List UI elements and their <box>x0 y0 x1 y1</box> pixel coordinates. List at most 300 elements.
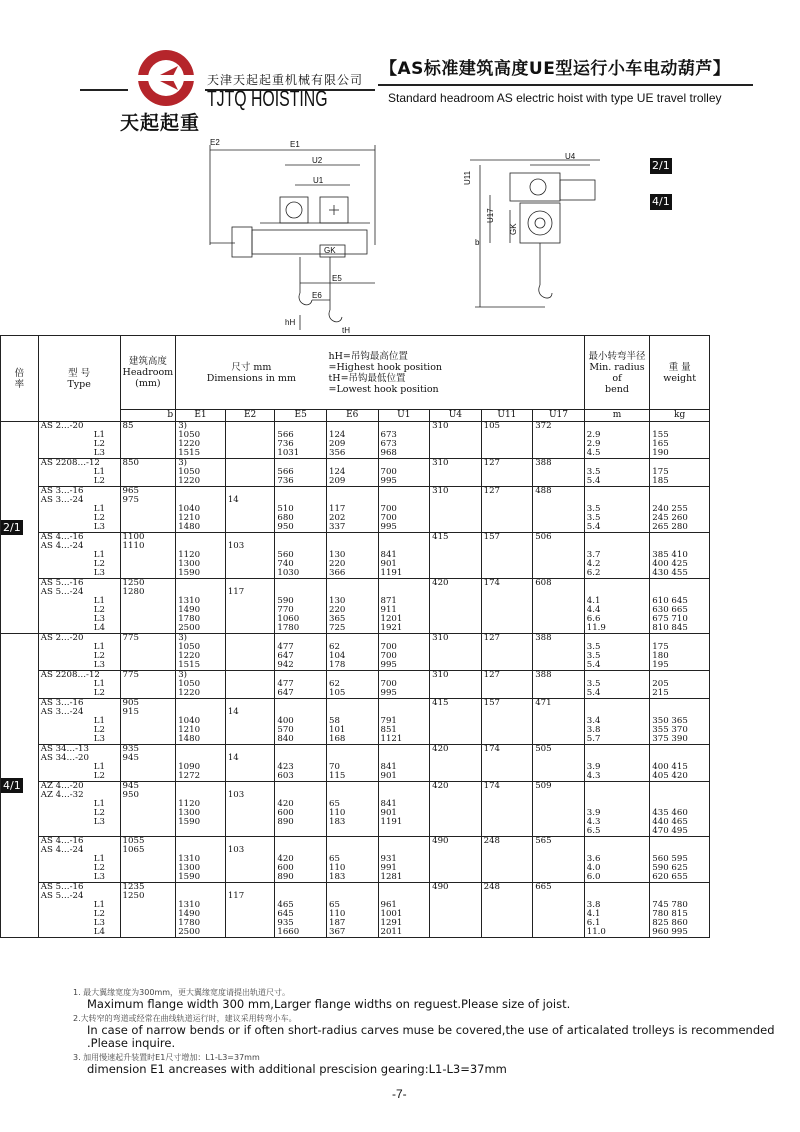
value-cell <box>120 928 176 938</box>
value-cell <box>225 735 275 745</box>
value-cell: 725 <box>326 624 378 634</box>
type-cell: L2 <box>38 809 120 818</box>
value-cell: 490 <box>430 837 482 847</box>
value-cell <box>533 588 585 597</box>
value-cell: 127 <box>481 671 533 681</box>
value-cell: 905 <box>120 699 176 709</box>
value-cell: 740 <box>275 560 327 569</box>
value-cell <box>326 745 378 755</box>
value-cell: 1050 <box>176 643 226 652</box>
table-row <box>1 422 710 432</box>
value-cell <box>584 791 650 800</box>
label-gk-front: GK <box>509 223 518 235</box>
section-ratio-label: 2/1 <box>3 520 21 534</box>
value-cell <box>533 754 585 763</box>
value-cell: 175 <box>650 468 710 477</box>
value-cell <box>430 910 482 919</box>
table-row <box>1 928 710 938</box>
type-cell: AS 2208…-12 <box>38 671 120 681</box>
note-3-cn: 3. 加用慢速起升装置时E1尺寸增加：L1-L3=37mm <box>73 1053 260 1062</box>
table-row <box>1 514 710 523</box>
value-cell: 420 <box>275 855 327 864</box>
company-name-cn: 天津天起起重机械有限公司 <box>207 73 364 87</box>
value-cell: 1590 <box>176 873 226 883</box>
value-cell <box>225 459 275 469</box>
value-cell: 3.4 <box>584 717 650 726</box>
value-cell: 5.4 <box>584 477 650 487</box>
value-cell: 310 <box>430 422 482 432</box>
subheader-5: U1 <box>378 410 430 422</box>
value-cell <box>533 496 585 505</box>
value-cell: 117 <box>326 505 378 514</box>
table-row <box>1 431 710 440</box>
header-type-cn: 型 号 <box>68 367 91 379</box>
value-cell <box>225 606 275 615</box>
type-cell: AS 5…-16 <box>38 579 120 589</box>
ratio-cell <box>1 422 39 634</box>
section-ratio-label: 4/1 <box>3 778 21 792</box>
value-cell <box>120 514 176 523</box>
value-cell <box>326 579 378 589</box>
value-cell <box>225 901 275 910</box>
dimension-table <box>0 335 710 938</box>
value-cell <box>120 505 176 514</box>
value-cell: 220 <box>326 560 378 569</box>
value-cell <box>225 726 275 735</box>
value-cell <box>430 440 482 449</box>
type-cell: L3 <box>38 615 120 624</box>
value-cell <box>481 726 533 735</box>
value-cell: 124 <box>326 468 378 477</box>
type-cell: AS 5…-24 <box>38 892 120 901</box>
page-number: -7- <box>392 1087 407 1101</box>
value-cell: 4.1 <box>584 910 650 919</box>
page-subtitle: Standard headroom AS electric hoist with type UE travel trolley <box>388 91 722 105</box>
table-row <box>1 680 710 689</box>
value-cell <box>225 809 275 818</box>
value-cell: 420 <box>430 579 482 589</box>
value-cell: 995 <box>378 689 430 699</box>
value-cell: 2500 <box>176 624 226 634</box>
value-cell <box>533 505 585 514</box>
value-cell <box>430 919 482 928</box>
value-cell <box>481 846 533 855</box>
value-cell <box>430 717 482 726</box>
value-cell: 4.4 <box>584 606 650 615</box>
subheader-7: U11 <box>481 410 533 422</box>
value-cell <box>481 928 533 938</box>
value-cell: 1210 <box>176 726 226 735</box>
type-cell: L1 <box>38 505 120 514</box>
value-cell <box>176 745 226 755</box>
value-cell: 337 <box>326 523 378 533</box>
value-cell: 356 <box>326 449 378 459</box>
type-cell: L3 <box>38 661 120 671</box>
type-cell: L3 <box>38 449 120 459</box>
value-cell: 3.9 <box>584 763 650 772</box>
value-cell: 3.5 <box>584 468 650 477</box>
label-u11: U11 <box>463 170 472 185</box>
value-cell: 423 <box>275 763 327 772</box>
value-cell: 1110 <box>120 542 176 551</box>
value-cell: 388 <box>533 671 585 681</box>
value-cell: 185 <box>650 477 710 487</box>
value-cell <box>533 551 585 560</box>
value-cell <box>225 514 275 523</box>
value-cell <box>533 440 585 449</box>
value-cell <box>533 680 585 689</box>
value-cell: 58 <box>326 717 378 726</box>
value-cell <box>176 579 226 589</box>
value-cell: 1272 <box>176 772 226 782</box>
value-cell: 700 <box>378 643 430 652</box>
value-cell <box>225 827 275 837</box>
note-1-cn: 1. 最大翼缘宽度为300mm，更大翼缘宽度请提出轨道尺寸。 <box>73 988 291 997</box>
value-cell <box>225 772 275 782</box>
subheader-2: E2 <box>225 410 275 422</box>
value-cell <box>533 910 585 919</box>
value-cell: 675 710 <box>650 615 710 624</box>
type-cell: L2 <box>38 772 120 782</box>
value-cell <box>481 818 533 827</box>
value-cell: 1050 <box>176 680 226 689</box>
value-cell: 620 655 <box>650 873 710 883</box>
type-cell: L2 <box>38 514 120 523</box>
value-cell: 1040 <box>176 717 226 726</box>
value-cell <box>378 883 430 893</box>
table-row <box>1 689 710 699</box>
value-cell: 165 <box>650 440 710 449</box>
value-cell <box>275 827 327 837</box>
value-cell <box>650 791 710 800</box>
value-cell: 1220 <box>176 689 226 699</box>
ratio-cell <box>1 634 39 938</box>
value-cell <box>120 763 176 772</box>
value-cell <box>481 892 533 901</box>
value-cell <box>533 597 585 606</box>
table-row <box>1 459 710 469</box>
type-cell: AS 2…-20 <box>38 634 120 644</box>
table-row <box>1 745 710 755</box>
type-cell: L1 <box>38 763 120 772</box>
label-th: tH <box>342 326 350 335</box>
value-cell: 945 <box>120 782 176 792</box>
value-cell: 4.0 <box>584 864 650 873</box>
value-cell: 14 <box>225 496 275 505</box>
value-cell: 3.9 <box>584 809 650 818</box>
value-cell: 1031 <box>275 449 327 459</box>
label-u17: U17 <box>486 208 495 223</box>
value-cell: 1055 <box>120 837 176 847</box>
value-cell: 960 995 <box>650 928 710 938</box>
value-cell: 850 <box>120 459 176 469</box>
value-cell <box>225 661 275 671</box>
value-cell: 1250 <box>120 892 176 901</box>
table-row <box>1 873 710 883</box>
value-cell: 1300 <box>176 560 226 569</box>
label-b: b <box>475 238 480 247</box>
value-cell: 871 <box>378 597 430 606</box>
header-type <box>38 336 120 422</box>
value-cell: 3) <box>176 422 226 432</box>
value-cell <box>584 533 650 543</box>
value-cell <box>481 606 533 615</box>
value-cell <box>176 883 226 893</box>
value-cell: 950 <box>275 523 327 533</box>
value-cell: 1515 <box>176 449 226 459</box>
value-cell: 791 <box>378 717 430 726</box>
value-cell <box>225 919 275 928</box>
table-row <box>1 533 710 543</box>
value-cell: 736 <box>275 477 327 487</box>
type-cell: L4 <box>38 624 120 634</box>
value-cell: 1310 <box>176 855 226 864</box>
table-row <box>1 652 710 661</box>
value-cell: 4.3 <box>584 772 650 782</box>
value-cell <box>326 782 378 792</box>
value-cell: 851 <box>378 726 430 735</box>
value-cell: 1220 <box>176 477 226 487</box>
table-row <box>1 542 710 551</box>
value-cell <box>430 791 482 800</box>
label-e1: E1 <box>290 140 300 149</box>
value-cell: 415 <box>430 699 482 709</box>
value-cell: 62 <box>326 643 378 652</box>
value-cell: 205 <box>650 680 710 689</box>
value-cell <box>481 597 533 606</box>
value-cell: 915 <box>120 708 176 717</box>
type-cell: AS 4…-24 <box>38 542 120 551</box>
value-cell <box>225 624 275 634</box>
value-cell <box>430 726 482 735</box>
value-cell: 130 <box>326 597 378 606</box>
value-cell: 115 <box>326 772 378 782</box>
value-cell <box>533 855 585 864</box>
label-e6: E6 <box>312 291 322 300</box>
value-cell <box>275 699 327 709</box>
value-cell: 2011 <box>378 928 430 938</box>
value-cell: 220 <box>326 606 378 615</box>
type-cell: L1 <box>38 431 120 440</box>
table-row <box>1 477 710 487</box>
type-cell: AZ 4…-20 <box>38 782 120 792</box>
value-cell <box>120 919 176 928</box>
value-cell: 6.5 <box>584 827 650 837</box>
value-cell <box>650 837 710 847</box>
value-cell <box>176 837 226 847</box>
value-cell <box>176 533 226 543</box>
table-row <box>1 505 710 514</box>
brand-name-cn: 天起起重 <box>120 112 201 134</box>
type-cell: L2 <box>38 864 120 873</box>
type-cell: L1 <box>38 855 120 864</box>
value-cell: 440 465 <box>650 818 710 827</box>
value-cell: 840 <box>275 735 327 745</box>
value-cell <box>430 560 482 569</box>
value-cell: 3.5 <box>584 643 650 652</box>
value-cell: 183 <box>326 818 378 827</box>
value-cell: 245 260 <box>650 514 710 523</box>
value-cell: 965 <box>120 487 176 497</box>
table-row <box>1 818 710 827</box>
value-cell <box>533 809 585 818</box>
value-cell: 505 <box>533 745 585 755</box>
subheader-0: b <box>120 410 176 422</box>
value-cell: 168 <box>326 735 378 745</box>
value-cell: 935 <box>275 919 327 928</box>
type-cell: L2 <box>38 910 120 919</box>
value-cell <box>533 431 585 440</box>
value-cell <box>650 579 710 589</box>
value-cell <box>481 652 533 661</box>
value-cell: 5.4 <box>584 661 650 671</box>
value-cell: 6.0 <box>584 873 650 883</box>
value-cell: 901 <box>378 560 430 569</box>
value-cell: 780 815 <box>650 910 710 919</box>
value-cell: 183 <box>326 873 378 883</box>
value-cell <box>481 468 533 477</box>
value-cell: 810 845 <box>650 624 710 634</box>
value-cell: 560 595 <box>650 855 710 864</box>
value-cell: 2.9 <box>584 440 650 449</box>
table-row <box>1 440 710 449</box>
value-cell: 367 <box>326 928 378 938</box>
value-cell: 310 <box>430 634 482 644</box>
value-cell <box>481 809 533 818</box>
value-cell <box>481 431 533 440</box>
value-cell <box>584 837 650 847</box>
value-cell: 3.7 <box>584 551 650 560</box>
value-cell <box>533 717 585 726</box>
value-cell <box>650 699 710 709</box>
value-cell: 310 <box>430 671 482 681</box>
value-cell: 1120 <box>176 800 226 809</box>
value-cell: 174 <box>481 579 533 589</box>
value-cell <box>275 883 327 893</box>
value-cell: 775 <box>120 634 176 644</box>
value-cell: 645 <box>275 910 327 919</box>
header-type-en: Type <box>67 378 91 390</box>
value-cell <box>533 928 585 938</box>
value-cell <box>430 763 482 772</box>
value-cell <box>533 919 585 928</box>
value-cell: 178 <box>326 661 378 671</box>
value-cell <box>533 901 585 910</box>
type-cell: L2 <box>38 726 120 735</box>
value-cell: 4.1 <box>584 597 650 606</box>
value-cell <box>120 431 176 440</box>
value-cell: 6.2 <box>584 569 650 579</box>
value-cell <box>225 928 275 938</box>
value-cell <box>430 846 482 855</box>
value-cell: 430 455 <box>650 569 710 579</box>
table-row <box>1 782 710 792</box>
value-cell: 901 <box>378 809 430 818</box>
value-cell: 1001 <box>378 910 430 919</box>
value-cell <box>326 837 378 847</box>
value-cell: 700 <box>378 468 430 477</box>
value-cell: 775 <box>120 671 176 681</box>
value-cell: 1590 <box>176 818 226 827</box>
value-cell <box>481 864 533 873</box>
value-cell: 1490 <box>176 910 226 919</box>
value-cell <box>225 763 275 772</box>
subheader-1: E1 <box>176 410 226 422</box>
value-cell: 3.8 <box>584 726 650 735</box>
value-cell: 385 410 <box>650 551 710 560</box>
table-row <box>1 597 710 606</box>
type-cell: L1 <box>38 717 120 726</box>
company-logo <box>132 48 200 112</box>
value-cell: 1030 <box>275 569 327 579</box>
value-cell: 1235 <box>120 883 176 893</box>
type-cell: AS 5…-16 <box>38 883 120 893</box>
value-cell <box>533 542 585 551</box>
value-cell: 825 860 <box>650 919 710 928</box>
value-cell <box>378 782 430 792</box>
ratio-tag-4-1: 4/1 <box>652 195 670 208</box>
value-cell: 248 <box>481 837 533 847</box>
table-row <box>1 588 710 597</box>
value-cell: 610 645 <box>650 597 710 606</box>
value-cell <box>430 431 482 440</box>
value-cell <box>584 745 650 755</box>
value-cell: 600 <box>275 864 327 873</box>
value-cell: 509 <box>533 782 585 792</box>
value-cell: 415 <box>430 533 482 543</box>
label-e5: E5 <box>332 274 342 283</box>
value-cell <box>120 606 176 615</box>
label-hh: hH <box>285 318 296 327</box>
value-cell <box>225 449 275 459</box>
subheader-9: m <box>584 410 650 422</box>
table-row <box>1 791 710 800</box>
value-cell: 506 <box>533 533 585 543</box>
subheader-10: kg <box>650 410 710 422</box>
value-cell: 117 <box>225 588 275 597</box>
value-cell: 62 <box>326 680 378 689</box>
type-cell: L1 <box>38 551 120 560</box>
table-row <box>1 763 710 772</box>
table-row <box>1 671 710 681</box>
value-cell <box>120 726 176 735</box>
value-cell <box>120 560 176 569</box>
value-cell: 157 <box>481 533 533 543</box>
value-cell: 65 <box>326 800 378 809</box>
value-cell: 405 420 <box>650 772 710 782</box>
value-cell: 2500 <box>176 928 226 938</box>
type-cell: L1 <box>38 468 120 477</box>
value-cell <box>326 487 378 497</box>
value-cell: 700 <box>378 652 430 661</box>
value-cell: 700 <box>378 505 430 514</box>
value-cell <box>430 809 482 818</box>
value-cell: 110 <box>326 809 378 818</box>
type-cell: AS 34…-13 <box>38 745 120 755</box>
value-cell: 14 <box>225 754 275 763</box>
value-cell: 209 <box>326 440 378 449</box>
value-cell: 3) <box>176 671 226 681</box>
value-cell: 1121 <box>378 735 430 745</box>
value-cell: 603 <box>275 772 327 782</box>
value-cell: 372 <box>533 422 585 432</box>
value-cell: 11.0 <box>584 928 650 938</box>
value-cell <box>481 514 533 523</box>
value-cell: 1780 <box>176 919 226 928</box>
value-cell <box>225 689 275 699</box>
type-cell: L2 <box>38 606 120 615</box>
header-weight: 重 量 weight <box>650 336 710 410</box>
